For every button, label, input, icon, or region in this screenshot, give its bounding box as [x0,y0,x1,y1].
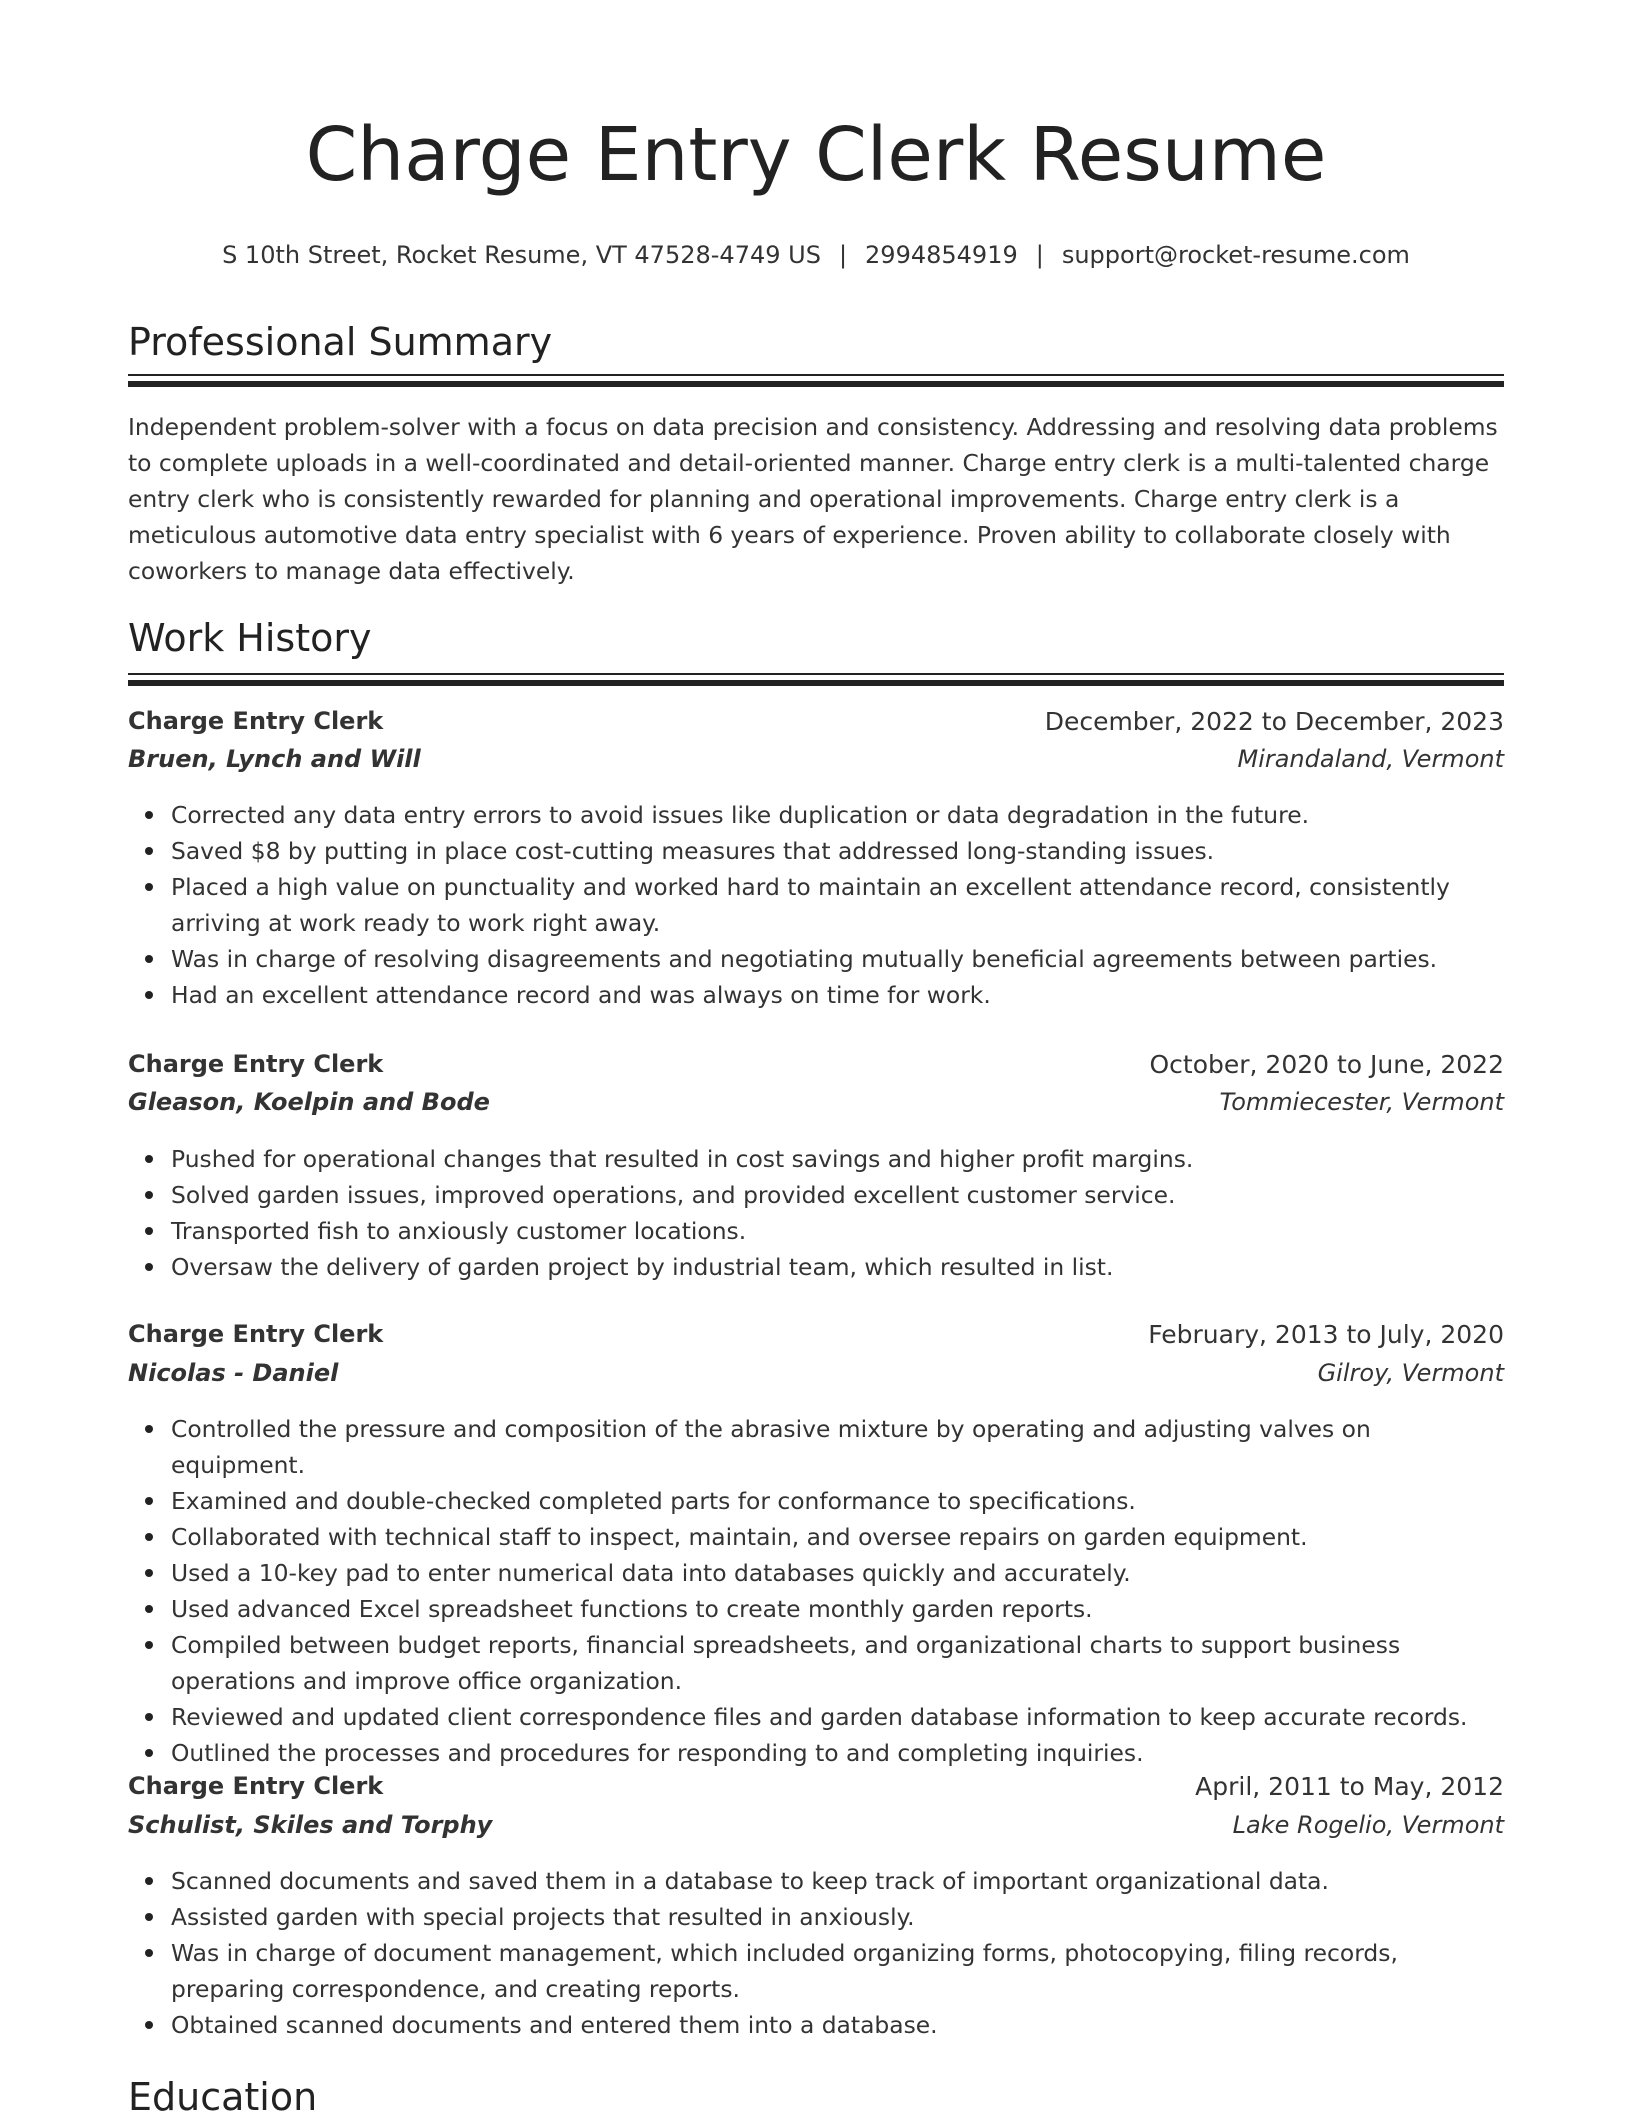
job-bullets [128,797,1504,1013]
summary-heading: Professional Summary [128,320,553,364]
job-title: Charge Entry Clerk [128,1772,384,1800]
list-item: Reviewed and updated client correspondence files and garden database information to keep accurate records. [171,1699,1504,1735]
list-item: Saved $8 by putting in place cost-cutting measures that addressed long-standing issues. [171,833,1504,869]
page-title: Charge Entry Clerk Resume [305,112,1327,198]
list-item: Collaborated with technical staff to inspect, maintain, and oversee repairs on garden equipment. [171,1519,1504,1555]
list-item: Transported fish to anxiously customer locations. [171,1213,1504,1249]
list-item: Oversaw the delivery of garden project by industrial team, which resulted in list. [171,1249,1504,1285]
list-item: Was in charge of document management, which included organizing forms, photocopying, filing records, preparing correspondence, and creating reports. [171,1935,1504,2007]
list-item: Controlled the pressure and composition of the abrasive mixture by operating and adjusting valves on equipment. [171,1411,1504,1483]
job-title: Charge Entry Clerk [128,707,384,735]
list-item: Used a 10-key pad to enter numerical data into databases quickly and accurately. [171,1555,1504,1591]
job-header [128,707,1504,743]
job-header [128,1772,1504,1808]
phone-text: 2994854919 [865,241,1018,269]
work-history-heading: Work History [128,616,372,660]
job-bullets [128,1411,1504,1771]
list-item: Solved garden issues, improved operations, and provided excellent customer service. [171,1177,1504,1213]
list-item: Used advanced Excel spreadsheet functions to create monthly garden reports. [171,1591,1504,1627]
job-company: Bruen, Lynch and Will [128,745,421,773]
address-text: S 10th Street, Rocket Resume, VT 47528-4749 US [222,241,821,269]
job-location: Gilroy, Vermont [1317,1359,1504,1387]
list-item: Examined and double-checked completed parts for conformance to specifications. [171,1483,1504,1519]
contact-line [128,241,1504,269]
list-item: Pushed for operational changes that resulted in cost savings and higher profit margins. [171,1141,1504,1177]
list-item: Assisted garden with special projects that resulted in anxiously. [171,1899,1504,1935]
section-divider [128,374,1504,387]
list-item: Obtained scanned documents and entered them into a database. [171,2007,1504,2043]
list-item: Scanned documents and saved them in a database to keep track of important organizational data. [171,1863,1504,1899]
section-divider [128,673,1504,686]
job-bullets [128,1863,1504,2043]
contact-separator: | [838,241,848,269]
job-bullets [128,1141,1504,1285]
list-item: Had an excellent attendance record and was always on time for work. [171,977,1504,1013]
email-link[interactable]: support@rocket-resume.com [1061,241,1410,269]
job-company: Gleason, Koelpin and Bode [128,1088,490,1116]
job-subheader [128,1811,1504,1847]
list-item: Corrected any data entry errors to avoid issues like duplication or data degradation in the future. [171,797,1504,833]
summary-text: Independent problem-solver with a focus on data precision and consistency. Addressing and resolving data problems to complete uploads in a well-coordinated and detail-oriented manner. Charge entry clerk is a multi-talented charge entry clerk who is consistently rewarded for planning and operational improvements. Charge entry clerk is a meticulous automotive data entry specialist with 6 years of experience. Proven ability to collaborate closely with coworkers to manage data effectively. [128,413,1498,585]
job-dates: April, 2011 to May, 2012 [1195,1772,1504,1801]
job-title: Charge Entry Clerk [128,1050,384,1078]
contact-separator: | [1035,241,1044,269]
job-subheader [128,1359,1504,1395]
job-location: Lake Rogelio, Vermont [1232,1811,1504,1839]
job-subheader [128,1088,1504,1124]
education-heading: Education [128,2075,318,2119]
job-dates: October, 2020 to June, 2022 [1149,1050,1504,1079]
job-subheader [128,745,1504,781]
job-header [128,1050,1504,1086]
job-dates: February, 2013 to July, 2020 [1148,1320,1504,1349]
list-item: Was in charge of resolving disagreements and negotiating mutually beneficial agreements between parties. [171,941,1504,977]
job-dates: December, 2022 to December, 2023 [1044,707,1504,736]
job-header [128,1320,1504,1356]
job-location: Tommiecester, Vermont [1219,1088,1504,1116]
job-location: Mirandaland, Vermont [1237,745,1504,773]
job-title: Charge Entry Clerk [128,1320,384,1348]
job-company: Nicolas - Daniel [128,1359,339,1387]
job-company: Schulist, Skiles and Torphy [128,1811,493,1839]
list-item: Placed a high value on punctuality and worked hard to maintain an excellent attendance record, consistently arriving at work ready to work right away. [171,869,1504,941]
list-item: Compiled between budget reports, financial spreadsheets, and organizational charts to support business operations and improve office organization. [171,1627,1504,1699]
list-item: Outlined the processes and procedures for responding to and completing inquiries. [171,1735,1504,1771]
